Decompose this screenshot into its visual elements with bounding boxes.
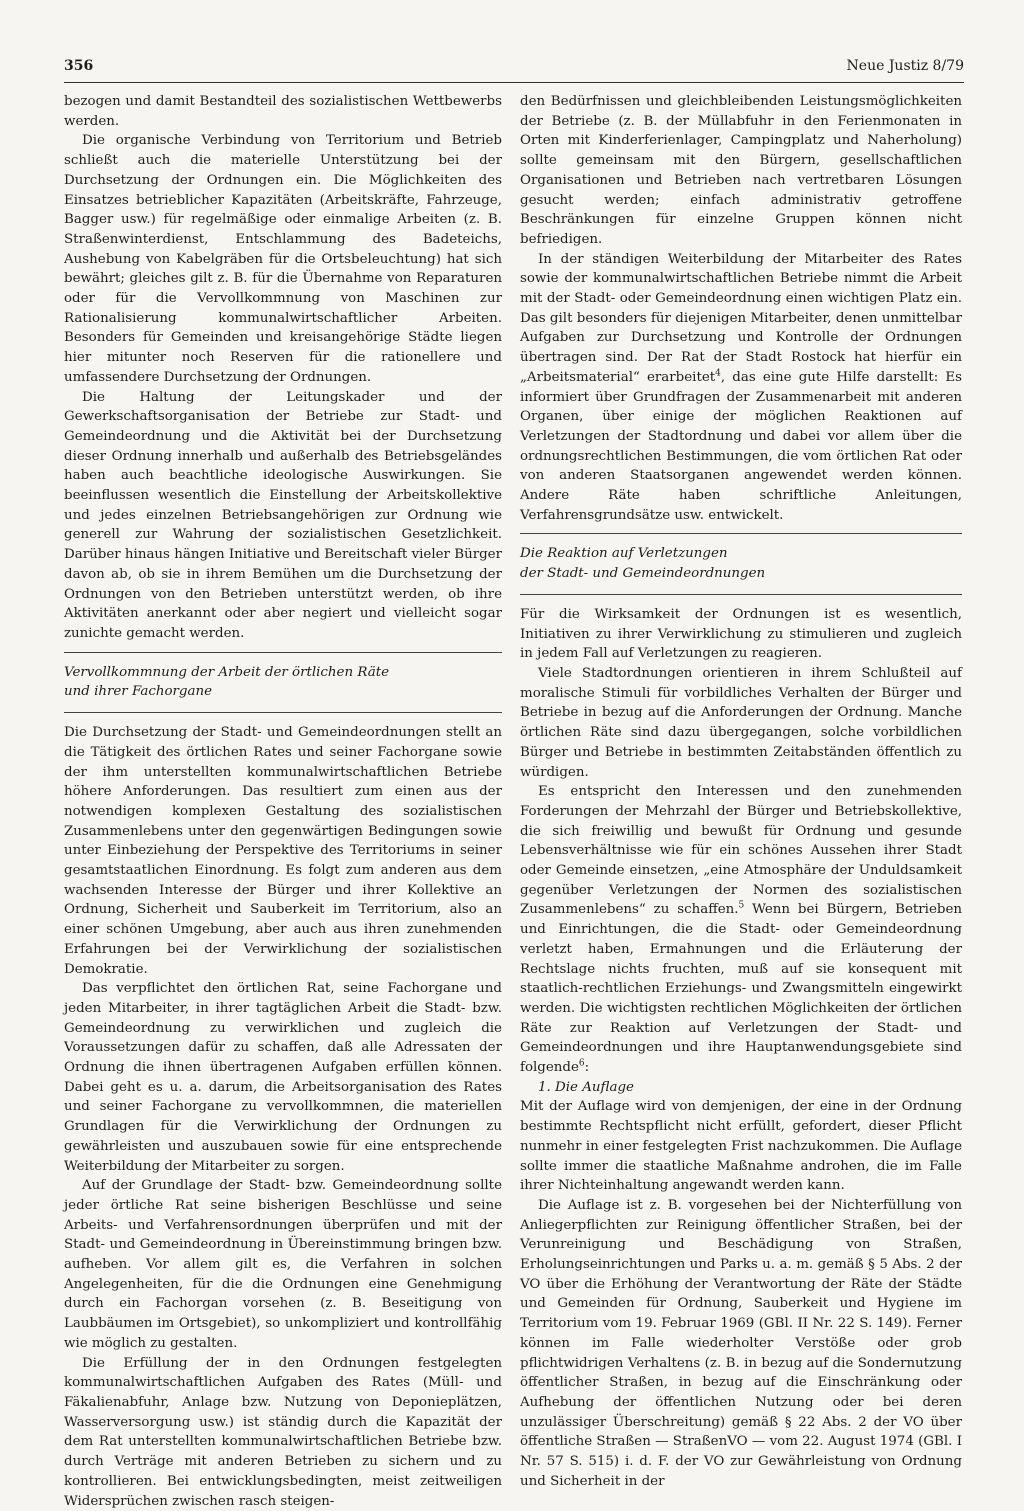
section-heading-vervollkommnung [64,663,502,702]
right-paragraph-5-rest: Wenn bei Bürgern, Betrieben und Einrichtungen, die die Stadt- oder Gemeindeordnung verletzt haben, Ermahnungen und die Erläuterung der Rechtslage nichts fruchten, muß auf sie konsequent mit staatlich-rechtlichen Erziehungs- und Zwangsmitteln eingewirkt werden. Die wichtigsten rechtlichen Möglichkeiten der örtlichen Räte zur Reaktion auf Verletzungen der Stadt- und Gemeindeordnungen und ihre Hauptanwendungsgebiete sind folgende [520,902,963,1076]
right-paragraph-5 [520,782,962,1078]
footnote-ref-5: 5 [738,900,745,911]
footnote-ref-4: 4 [715,368,721,379]
right-paragraph-5-text: Es entspricht den Interessen und den zunehmenden Forderungen der Mehrzahl der Bürger und Betriebskollektive, die sich freiwillig und bewußt für Ordnung und gesunde Lebensverhältnisse wie für ein schönes Aussehen ihrer Stadt oder Gemeinde einsetzen, „eine Atmosphäre der Unduldsamkeit gegenüber Verletzungen der Normen des sozialistischen Zusammenlebens“ zu schaffen. [520,784,962,918]
left-paragraph-4: Die Durchsetzung der Stadt- und Gemeindeordnungen stellt an die Tätigkeit des örtlichen Rates und seiner Fachorgane sowie der ihm unterstellten kommunalwirtschaftlichen Betriebe höhere Anforderungen. Das resultiert zum einen aus der notwendigen komplexen Gestaltung des sozialistischen Zusammenlebens unter den gegenwärtigen Bedingungen sowie unter Einbeziehung der Perspektive des Territoriums in seiner gesamtstaatlichen Einordnung. Es folgt zum anderen aus dem wachsenden Interesse der Bürger und ihrer Kollektive an Ordnung, Sicherheit und Sauberkeit im Territorium, also an einer schönen Umgebung, aber auch aus ihren zunehmenden Erfahrungen bei der Verwirklichung der sozialistischen Demokratie. [64,725,502,977]
left-paragraph-1: bezogen und damit Bestandteil des sozialistischen Wettbewerbs werden. [64,94,502,129]
left-column [64,92,502,1511]
section-rule [64,652,502,653]
footnote-ref-6: 6 [578,1058,585,1069]
right-paragraph-4: Viele Stadtordnungen orientieren in ihrem Schlußteil auf moralische Stimuli für vorbildliches Verhalten der Bürger und Betriebe in bezug auf die Anforderungen der Ordnung. Manche örtlichen Räte sind dazu übergegangen, solche vorbildlichen Bürger und Betriebe in bestimmten Zeitabständen öffentlich zu würdigen. [520,665,962,780]
section-heading-line-1: Vervollkommnung der Arbeit der örtlichen Räte [64,664,390,680]
right-paragraph-2-rest: , das eine gute Hilfe darstellt: Es informiert über Grundfragen der Zusammenarbeit mit anderen Organen, über einige der möglichen Reaktionen auf Verletzungen der Stadtordnung und dabei vor allem über die ordnungsrechtlichen Bestimmungen, die vom örtlichen Rat oder von anderen Staatsorganen angewendet werden können. Andere Räte haben schriftliche Anleitungen, Verfahrensgrundsätze usw. entwickelt. [520,369,962,523]
right-column [520,92,962,1492]
left-paragraph-7: Die Erfüllung der in den Ordnungen festgelegten kommunalwirtschaftlichen Aufgaben des Rates (Müll- und Fäkalienabfuhr, Anlage bzw. Nutzung von Deponieplätzen, Wasserversorgung usw.) ist ständig durch die Kapazität der dem Rat unterstellten kommunalwirtschaftlichen Betriebe bzw. durch Verträge mit anderen Betrieben zu sichern und zu kontrollieren. Bei entwicklungsbedingten, meist zeitweiligen Widersprüchen zwischen rasch steigen- [64,1355,502,1509]
right-paragraph-2 [520,250,962,526]
page-number: 356 [64,58,94,74]
section-heading-reaktion [520,544,962,583]
section-heading-line-2: der Stadt- und Gemeindeordnungen [520,566,766,582]
left-paragraph-2: Die organische Verbindung von Territorium und Betrieb schließt auch die materielle Unterstützung bei der Durchsetzung der Ordnungen ein. Die Möglichkeiten des Einsatzes betrieblicher Kapazitäten (Arbeitskräfte, Fahrzeuge, Bagger usw.) für regelmäßige oder einmalige Arbeiten (z. B. Straßenwinterdienst, Entschlammung des Badeteichs, Aushebung von Kabelgräben für die Ortsbeleuchtung) hat sich bewährt; gleiches gilt z. B. für die Übernahme von Reparaturen oder für die Vervollkommnung von Maschinen zur Rationalisierung kommunalwirtschaftlicher Arbeiten. Besonders für Gemeinden und kreisangehörige Städte liegen hier mitunter noch Reserven für die rationellere und umfassendere Durchsetzung der Ordnungen. [64,133,502,385]
journal-title: Neue Justiz 8/79 [846,58,964,74]
section-rule [520,533,962,534]
subheading-die-auflage: 1. Die Auflage [538,1079,634,1095]
right-paragraph-1: den Bedürfnissen und gleichbleibenden Leistungsmöglichkeiten der Betriebe (z. B. der Müllabfuhr in den Ferienmonaten in Orten mit Kinderferienlager, Campingplatz und Naherholung) sollte gemeinsam mit den Bürgern, gesellschaftlichen Organisationen und Betrieben nach vertretbaren Lösungen gesucht werden; einfach administrativ getroffene Beschränkungen für einzelne Gruppen können nicht befriedigen. [520,94,962,247]
right-paragraph-5-end: : [584,1060,590,1076]
section-rule [64,712,502,713]
page-header [64,58,964,80]
left-paragraph-5: Das verpflichtet den örtlichen Rat, seine Fachorgane und jeden Mitarbeiter, in ihrer tagtäglichen Arbeit die Stadt- bzw. Gemeindeordnung zu verwirklichen und zugleich die Voraussetzungen dafür zu schaffen, daß alle Adressaten der Ordnung die ihnen übertragenen Aufgaben erfüllen können. Dabei geht es u. a. darum, die Arbeitsorganisation des Rates und seiner Fachorgane zu vervollkommnen, die materiellen Grundlagen für die Verwirklichung der Ordnungen zu gewährleisten und auszubauen sowie für eine entsprechende Weiterbildung der Mitarbeiter zu sorgen. [64,981,502,1174]
left-paragraph-3: Die Haltung der Leitungskader und der Gewerkschaftsorganisation der Betriebe zur Stadt- und Gemeindeordnung und die Aktivität bei der Durchsetzung dieser Ordnung innerhalb und außerhalb des Betriebsgeländes haben auch beachtliche ideologische Auswirkungen. Sie beeinflussen wesentlich die Einstellung der Arbeitskollektive und jedes einzelnen Betriebsangehörigen zur Ordnung wie generell zur Wahrung der sozialistischen Gesetzlichkeit. Darüber hinaus hängen Initiative und Bereitschaft vieler Bürger davon ab, ob sie in ihrem Bemühen um die Durchsetzung der Ordnungen von den Betrieben unterstützt werden, ob ihre Aktivitäten anerkannt oder aber negiert und vielleicht sogar zunichte gemacht werden. [64,389,502,641]
right-paragraph-6: Mit der Auflage wird von demjenigen, der eine in der Ordnung bestimmte Rechtspflicht nicht erfüllt, gefordert, dieser Pflicht nunmehr in einer festgelegten Frist nachzukommen. Die Auflage sollte immer die staatliche Maßnahme androhen, die im Falle ihrer Nichteinhaltung angewandt werden kann. [520,1099,962,1194]
section-heading-line-2: und ihrer Fachorgane [64,684,213,700]
header-rule [64,82,964,83]
right-paragraph-3: Für die Wirksamkeit der Ordnungen ist es wesentlich, Initiativen zu ihrer Verwirklichung zu stimulieren und zugleich in jedem Fall auf Verletzungen zu reagieren. [520,606,962,662]
right-paragraph-2-text: In der ständigen Weiterbildung der Mitarbeiter des Rates sowie der kommunalwirtschaftlichen Betriebe nimmt die Arbeit mit der Stadt- oder Gemeindeordnung einen wichtigen Platz ein. Das gilt besonders für diejenigen Mitarbeiter, denen unmittelbar Aufgaben zur Durchsetzung und Kontrolle der Ordnungen übertragen sind. Der Rat der Stadt Rostock hat hierfür ein „Arbeitsmaterial“ erarbeitet [520,251,962,385]
left-paragraph-6: Auf der Grundlage der Stadt- bzw. Gemeindeordnung sollte jeder örtliche Rat seine bisherigen Beschlüsse und seine Arbeits- und Verfahrensordnungen überprüfen und mit der Stadt- und Gemeindeordnung in Übereinstimmung bringen bzw. aufheben. Vor allem gilt es, die Verfahren in solchen Angelegenheiten, für die die Ordnungen eine Genehmigung durch ein Fachorgan vorsehen (z. B. Beseitigung von Laubbäumen im Ortsgebiet), so unkompliziert und kontrollfähig wie möglich zu gestalten. [64,1178,502,1351]
section-heading-line-1: Die Reaktion auf Verletzungen [520,546,728,562]
section-rule [520,594,962,595]
right-paragraph-7: Die Auflage ist z. B. vorgesehen bei der Nichterfüllung von Anliegerpflichten zur Reinigung öffentlicher Straßen, bei der Verunreinigung und Beschädigung von Straßen, Erholungseinrichtungen und Parks u. a. m. gemäß § 5 Abs. 2 der VO über die Erhöhung der Verantwortung der Räte der Städte und Gemeinden für Ordnung, Sauberkeit und Hygiene im Territorium vom 19. Februar 1969 (GBl. II Nr. 22 S. 149). Ferner können im Falle wiederholter Verstöße oder grob pflichtwidrigen Verhaltens (z. B. in bezug auf die Sondernutzung öffentlicher Straßen, in bezug auf die Einschränkung oder Aufhebung der öffentlichen Nutzung oder bei deren unzulässiger Überschreitung) gemäß § 22 Abs. 2 der VO über öffentliche Straßen — StraßenVO — vom 22. August 1974 (GBl. I Nr. 57 S. 515) i. d. F. der VO zur Gewährleistung von Ordnung und Sicherheit in der [520,1197,962,1489]
